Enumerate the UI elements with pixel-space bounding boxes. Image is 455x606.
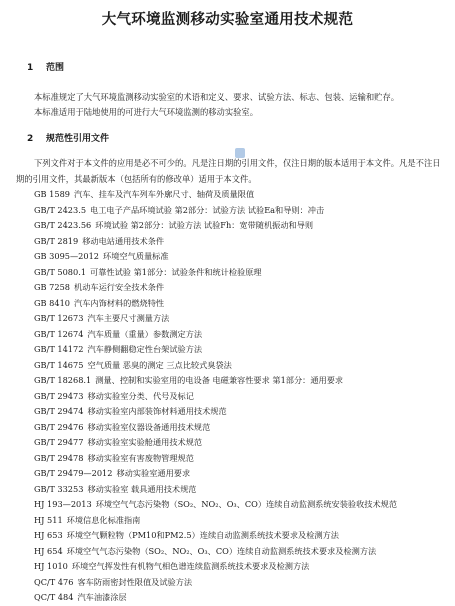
reference-item [34, 420, 449, 436]
section-number: 1 [27, 63, 34, 73]
section-heading-normative-references [27, 133, 109, 146]
reference-item [34, 528, 449, 544]
reference-item [34, 358, 449, 374]
reference-item [34, 342, 449, 358]
reference-item [34, 544, 449, 560]
reference-code: HJ 511 [34, 514, 63, 525]
section-title: 规范性引用文件 [46, 134, 110, 144]
reference-title: 环境信息化标准指南 [66, 514, 141, 525]
reference-code: HJ 1010 [34, 561, 68, 571]
reference-title: 环境空气气态污染物（SO₂、NO₂、O₃、CO）连续自动监测系统技术要求及检测方法 [66, 545, 377, 556]
reference-title: 环境空气气态污染物（SO₂、NO₂、O₃、CO）连续自动监测系统安装验收技术规范 [95, 499, 398, 509]
reference-title: 汽车内饰材料的燃烧特性 [74, 297, 165, 308]
reference-code: GB 1589 [34, 189, 70, 199]
reference-item [34, 404, 449, 420]
section-heading-scope [27, 62, 64, 75]
reference-title: 可靠性试验 第1部分：试验条件和统计检验原理 [90, 266, 262, 277]
reference-code: GB/T 14172 [34, 344, 84, 354]
reference-code: GB/T 12673 [34, 313, 84, 323]
reference-code: GB/T 14675 [34, 359, 84, 370]
reference-code: GB/T 2819 [34, 235, 79, 246]
reference-item [34, 203, 449, 219]
reference-item [34, 373, 449, 389]
reference-item [34, 575, 449, 591]
reference-title: 汽车、挂车及汽车列车外廓尺寸、轴荷及质量限值 [74, 189, 255, 199]
reference-code: GB/T 33253 [34, 483, 84, 494]
reference-code: QC/T 476 [34, 576, 74, 587]
reference-code: HJ 193—2013 [34, 499, 92, 509]
reference-title: 移动实验室 载具通用技术规范 [87, 483, 197, 494]
reference-code: GB/T 12674 [34, 328, 84, 339]
reference-list [34, 187, 449, 606]
reference-item [34, 327, 449, 343]
reference-code: HJ 654 [34, 545, 63, 556]
reference-title: 移动电站通用技术条件 [82, 235, 165, 246]
reference-item [34, 187, 449, 203]
reference-item [34, 280, 449, 296]
reference-title: 机动车运行安全技术条件 [74, 282, 165, 292]
reference-title: 客车防雨密封性限值及试验方法 [77, 576, 193, 587]
reference-title: 移动实验室通用要求 [116, 468, 191, 478]
reference-item [34, 451, 449, 467]
scope-paragraph-1: 本标准规定了大气环境监测移动实验室的术语和定义、要求、试验方法、标志、包装、运输和贮存。 [34, 92, 400, 102]
reference-code: GB/T 2423.56 [34, 220, 92, 230]
document-title: 大气环境监测移动实验室通用技术规范 [101, 12, 354, 28]
reference-title: 环境空气颗粒物（PM10和PM2.5）连续自动监测系统技术要求及检测方法 [66, 530, 339, 540]
reference-code: GB/T 29476 [34, 421, 84, 432]
reference-title: 环境空气质量标准 [103, 251, 169, 261]
section-title: 范围 [46, 63, 65, 73]
reference-title: 环境试验 第2部分：试验方法 试验Fh：宽带随机振动和导则 [95, 220, 314, 230]
reference-item [34, 311, 449, 327]
reference-item [34, 559, 449, 575]
reference-title: 电工电子产品环境试验 第2部分：试验方法 试验Ea和导则：冲击 [90, 204, 325, 215]
reference-title: 移动实验室仪器设备通用技术规范 [87, 421, 211, 432]
reference-item [34, 435, 449, 451]
reference-item [34, 513, 449, 529]
reference-code: GB 3095—2012 [34, 251, 100, 261]
reference-item [34, 234, 449, 250]
reference-item [34, 389, 449, 405]
reference-title: 汽车主要尺寸测量方法 [87, 313, 170, 323]
reference-title: 移动实验室实验舱通用技术规范 [87, 437, 203, 447]
reference-code: GB 7258 [34, 282, 70, 292]
reference-item [34, 218, 449, 234]
reference-item [34, 590, 449, 606]
reference-title: 移动实验室分类、代号及标记 [87, 390, 194, 401]
reference-title: 测量、控制和实验室用的电设备 电磁兼容性要求 第1部分：通用要求 [95, 375, 344, 385]
scope-paragraph-2: 本标准适用于陆地使用的可进行大气环境监测的移动实验室。 [34, 107, 259, 117]
reference-code: GB/T 29479—2012 [34, 468, 113, 478]
reference-title: 汽车静侧翻稳定性台架试验方法 [87, 344, 203, 354]
reference-code: GB/T 29473 [34, 390, 84, 401]
reference-item [34, 482, 449, 498]
reference-code: GB/T 18268.1 [34, 375, 92, 385]
reference-title: 汽车质量（重量）参数测定方法 [87, 328, 203, 339]
section-number: 2 [27, 134, 34, 144]
reference-title: 移动实验室有害废物管理规范 [87, 452, 194, 463]
reference-item [34, 497, 449, 513]
reference-code: GB/T 29474 [34, 406, 84, 416]
reference-title: 移动实验室内部装饰材料通用技术规范 [87, 406, 227, 416]
reference-item [34, 265, 449, 281]
reference-code: GB/T 2423.5 [34, 204, 87, 215]
references-intro-paragraph: 下列文件对于本文件的应用是必不可少的。凡是注日期的引用文件，仅注日期的版本适用于本文件。凡是不注日期的引用文件，其最新版本（包括所有的修改单）适用于本文件。 [16, 158, 441, 184]
reference-item [34, 466, 449, 482]
reference-code: GB/T 29477 [34, 437, 84, 447]
reference-code: GB 8410 [34, 297, 70, 308]
reference-item [34, 249, 449, 265]
reference-title: 环境空气挥发性有机物气相色谱连续监测系统技术要求及检测方法 [71, 561, 310, 571]
reference-code: HJ 653 [34, 530, 63, 540]
reference-title: 汽车油漆涂层 [77, 592, 127, 602]
reference-code: GB/T 29478 [34, 452, 84, 463]
reference-code: QC/T 484 [34, 592, 74, 602]
reference-title: 空气质量 恶臭的测定 三点比较式臭袋法 [87, 359, 232, 370]
reference-code: GB/T 5080.1 [34, 266, 87, 277]
reference-item [34, 296, 449, 312]
